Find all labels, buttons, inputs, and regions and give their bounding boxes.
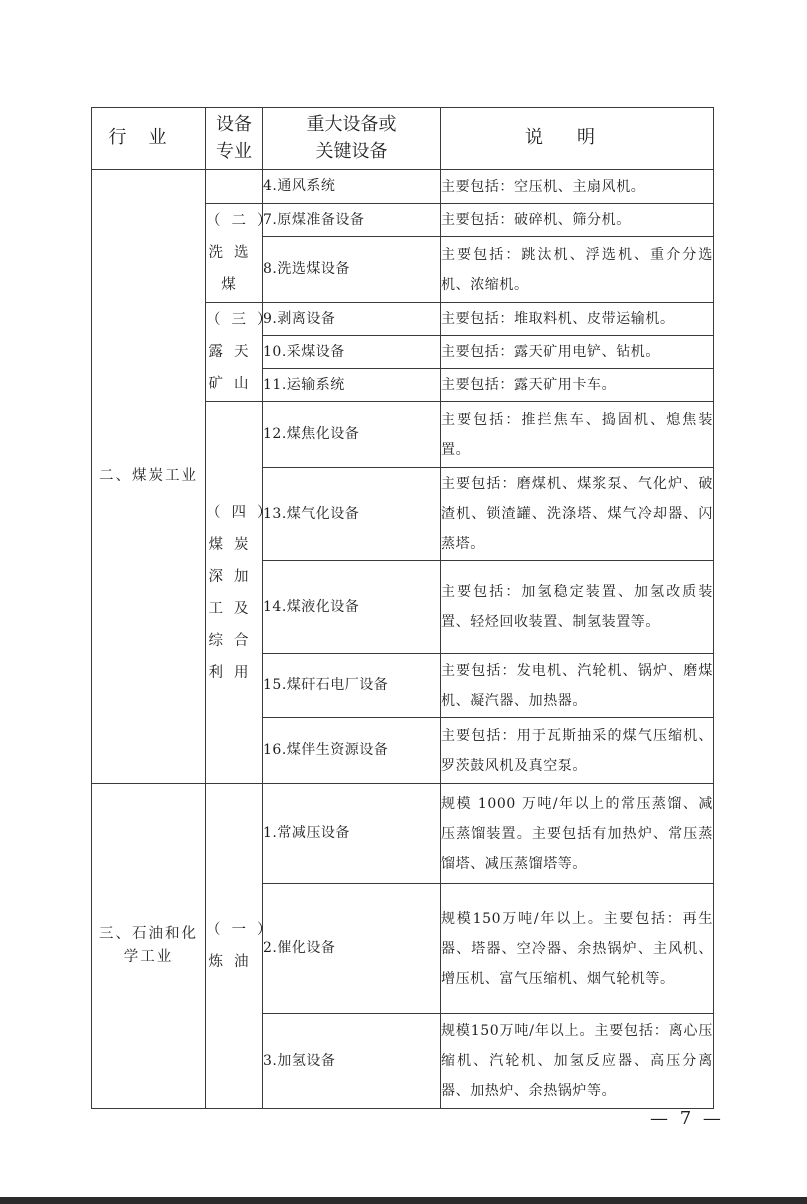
equipment-table — [91, 107, 714, 1109]
equipment-cell: 16.煤伴生资源设备 — [263, 718, 441, 784]
description-cell: 主要包括：加氢稳定装置、加氢改质装置、轻烃回收装置、制氢装置等。 — [441, 561, 714, 654]
equipment-cell: 7.原煤准备设备 — [263, 204, 441, 237]
table-row — [92, 170, 714, 204]
header-category: 设备 专业 — [206, 108, 263, 170]
category-cell: （一） 炼油 — [206, 784, 263, 1109]
scan-bottom-edge — [0, 1197, 807, 1204]
category-cell: （三） 露天 矿山 — [206, 303, 263, 402]
header-equipment: 重大设备或 关键设备 — [263, 108, 441, 170]
equipment-cell: 1.常减压设备 — [263, 784, 441, 884]
category-cell — [206, 170, 263, 204]
equipment-cell: 8.洗选煤设备 — [263, 237, 441, 303]
equipment-cell: 4.通风系统 — [263, 170, 441, 204]
description-cell: 规模150万吨/年以上。主要包括：再生器、塔器、空冷器、余热锅炉、主风机、增压机、富气压缩机、烟气轮机等。 — [441, 884, 714, 1014]
description-cell: 主要包括：破碎机、筛分机。 — [441, 204, 714, 237]
industry-cell: 二、煤炭工业 — [92, 170, 206, 784]
description-cell: 主要包括：露天矿用电铲、钻机。 — [441, 336, 714, 369]
description-cell: 主要包括：堆取料机、皮带运输机。 — [441, 303, 714, 336]
header-description: 说明 — [441, 108, 714, 170]
category-cell: （二） 洗选 煤 — [206, 204, 263, 303]
description-cell: 主要包括：磨煤机、煤浆泵、气化炉、破渣机、锁渣罐、洗涤塔、煤气冷却器、闪蒸塔。 — [441, 468, 714, 561]
equipment-cell: 2.催化设备 — [263, 884, 441, 1014]
description-cell: 主要包括：露天矿用卡车。 — [441, 369, 714, 402]
header-industry: 行业 — [92, 108, 206, 170]
equipment-cell: 11.运输系统 — [263, 369, 441, 402]
description-cell: 主要包括：用于瓦斯抽采的煤气压缩机、罗茨鼓风机及真空泵。 — [441, 718, 714, 784]
equipment-cell: 15.煤矸石电厂设备 — [263, 654, 441, 718]
equipment-cell: 9.剥离设备 — [263, 303, 441, 336]
equipment-cell: 13.煤气化设备 — [263, 468, 441, 561]
description-cell: 规模150万吨/年以上。主要包括：离心压缩机、汽轮机、加氢反应器、高压分离器、加热炉、余热锅炉等。 — [441, 1014, 714, 1109]
table-row — [92, 784, 714, 884]
table-header-row — [92, 108, 714, 170]
equipment-cell: 12.煤焦化设备 — [263, 402, 441, 468]
category-cell: （四） 煤炭 深加 工及 综合 利用 — [206, 402, 263, 784]
description-cell: 主要包括：跳汰机、浮选机、重介分选机、浓缩机。 — [441, 237, 714, 303]
description-cell: 主要包括：发电机、汽轮机、锅炉、磨煤机、凝汽器、加热器。 — [441, 654, 714, 718]
description-cell: 主要包括：空压机、主扇风机。 — [441, 170, 714, 204]
industry-cell: 三、石油和化学工业 — [92, 784, 206, 1109]
description-cell: 规模 1000 万吨/年以上的常压蒸馏、减压蒸馏装置。主要包括有加热炉、常压蒸馏塔、减压蒸馏塔等。 — [441, 784, 714, 884]
equipment-cell: 14.煤液化设备 — [263, 561, 441, 654]
equipment-cell: 10.采煤设备 — [263, 336, 441, 369]
description-cell: 主要包括：推拦焦车、捣固机、熄焦装置。 — [441, 402, 714, 468]
page-number: — 7 — — [650, 1108, 724, 1129]
equipment-cell: 3.加氢设备 — [263, 1014, 441, 1109]
